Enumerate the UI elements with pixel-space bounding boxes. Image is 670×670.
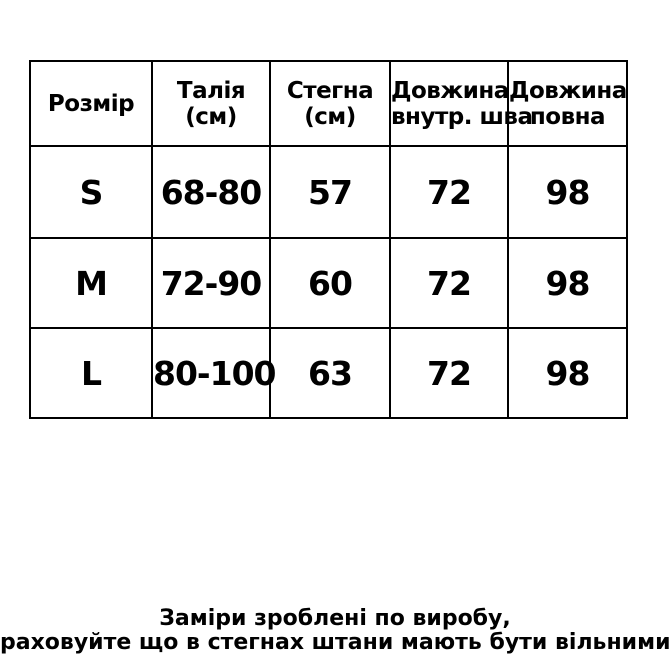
measurement-note [0,607,670,655]
full-length-cell: 98 [508,238,627,328]
note-line-1: Заміри зроблені по виробу, [159,606,511,631]
header-inseam-label-line1: Довжина [391,77,509,104]
header-waist-units: (см) [185,103,237,130]
inseam-cell: 72 [390,238,508,328]
table-row-size-l [30,328,627,418]
note-line-2: раховуйте що в стегнах штани мають бути вільними [0,630,670,655]
full-length-cell: 98 [508,146,627,238]
header-row [30,61,627,146]
size-cell: M [30,238,152,328]
inseam-cell: 72 [390,328,508,418]
header-hips-label: Стегна [286,77,374,104]
header-cell-inseam [390,61,533,146]
inseam-cell: 72 [390,146,508,238]
header-cell-hips [270,61,390,146]
table-row-size-m [30,238,627,328]
hips-cell: 60 [270,238,390,328]
header-size-label: Розмір [47,90,135,117]
header-full-length-label-line1: Довжина [509,77,627,104]
waist-cell: 68-80 [152,146,270,238]
waist-cell: 72-90 [152,238,270,328]
hips-cell: 63 [270,328,390,418]
size-chart-table [29,60,628,419]
header-cell-size [30,61,152,146]
full-length-cell: 98 [508,328,627,418]
header-hips-units: (см) [304,103,356,130]
waist-cell: 80-100 [152,328,270,418]
table-row-size-s [30,146,627,238]
size-cell: S [30,146,152,238]
header-waist-label: Талія [176,77,246,104]
header-inseam-label-line2: внутр. шва [391,103,533,130]
header-cell-waist [152,61,270,146]
hips-cell: 57 [270,146,390,238]
header-full-length-label-line2: повна [529,103,606,130]
size-cell: L [30,328,152,418]
